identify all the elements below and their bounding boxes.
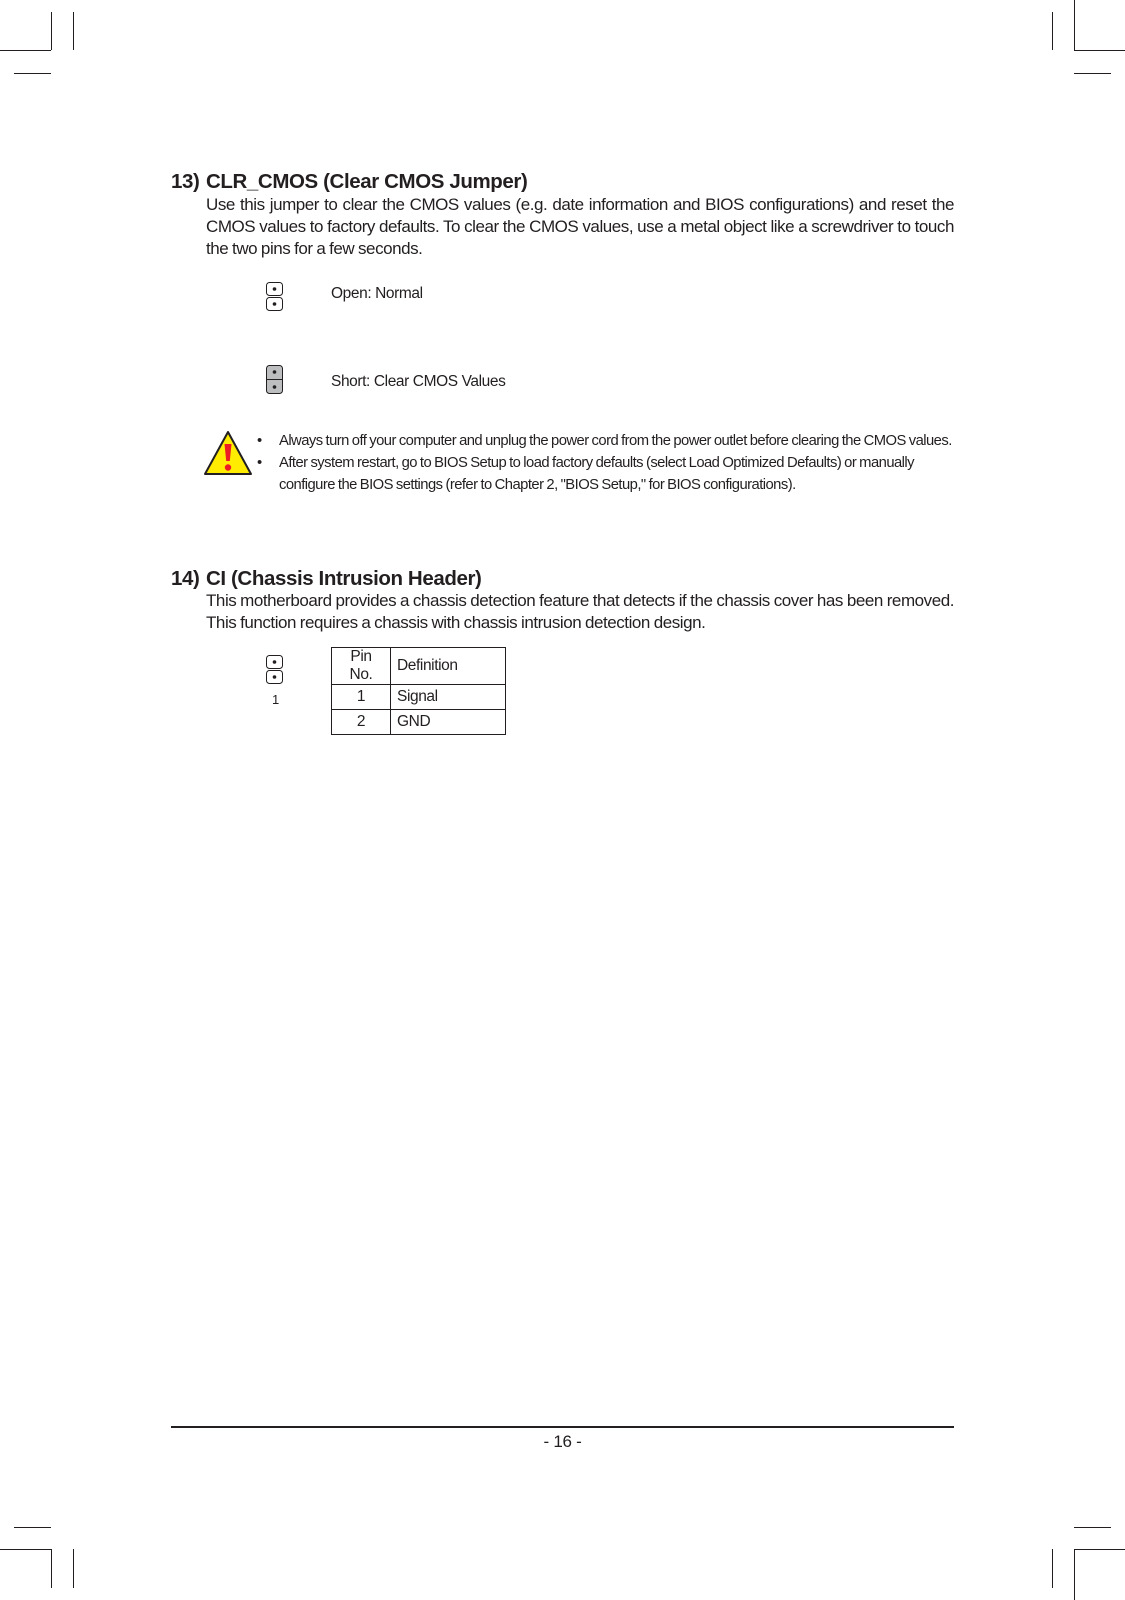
footer-divider [171, 1426, 954, 1428]
section-title-ci [171, 567, 481, 591]
jumper-open-icon [266, 282, 283, 311]
crop-mark [1074, 1527, 1111, 1528]
bullet-icon: • [257, 433, 262, 449]
pin-one-marker: 1 [272, 692, 280, 707]
crop-mark [1074, 1549, 1075, 1600]
crop-mark [1074, 0, 1075, 50]
jumper-short-label: Short: Clear CMOS Values [331, 373, 506, 390]
table-header-row [332, 648, 506, 685]
section-description: This motherboard provides a chassis detection feature that detects if the chassis cover has been removed. This function requires a chassis with chassis intrusion detection design. [206, 591, 954, 632]
crop-mark [1052, 1549, 1053, 1588]
bullet-icon: • [257, 455, 262, 471]
warning-text: After system restart, go to BIOS Setup to load factory defaults (select Load Optimized Defaults) or manually configure the BIOS settings (refer to Chapter 2, "BIOS Setup," for BIOS configurations). [279, 455, 914, 493]
crop-mark [0, 1549, 51, 1550]
page-number: - 16 - [543, 1432, 582, 1451]
caution-triangle-icon [203, 430, 253, 476]
crop-mark [1074, 73, 1111, 74]
crop-mark [1052, 12, 1053, 50]
warning-text: Always turn off your computer and unplug the power cord from the power outlet before clearing the CMOS values. [279, 433, 952, 449]
crop-mark [73, 1549, 74, 1588]
section-title-text: CI (Chassis Intrusion Header) [206, 567, 482, 590]
section-title-text: CLR_CMOS (Clear CMOS Jumper) [206, 170, 528, 193]
warning-item [255, 452, 955, 496]
table-cell: 2 [332, 710, 391, 735]
section-description: Use this jumper to clear the CMOS values (e.g. date information and BIOS configurations) and reset the CMOS values to factory defaults. To clear the CMOS values, use a metal object like a screwdriver to touch the two pins for a few seconds. [206, 195, 954, 258]
crop-mark [51, 1549, 52, 1588]
crop-mark [14, 73, 51, 74]
header-pins-icon [266, 655, 283, 684]
crop-mark [73, 12, 74, 50]
table-row [332, 710, 506, 735]
section-number: 13) [171, 170, 200, 193]
table-cell: Signal [391, 685, 506, 710]
section-number: 14) [171, 567, 200, 590]
warning-list [255, 430, 955, 496]
crop-mark [1074, 1549, 1125, 1550]
table-cell: 1 [332, 685, 391, 710]
jumper-open-label: Open: Normal [331, 285, 423, 302]
warning-item [255, 430, 955, 452]
table-row [332, 685, 506, 710]
crop-mark [1074, 50, 1125, 51]
table-header-cell: Definition [391, 648, 506, 685]
crop-mark [14, 1527, 51, 1528]
pin-definition-table [331, 647, 506, 735]
crop-mark [51, 12, 52, 50]
table-header-cell: Pin No. [332, 648, 391, 685]
crop-mark [0, 50, 51, 51]
jumper-short-icon [266, 365, 283, 394]
section-title-clr-cmos [171, 170, 527, 194]
table-cell: GND [391, 710, 506, 735]
